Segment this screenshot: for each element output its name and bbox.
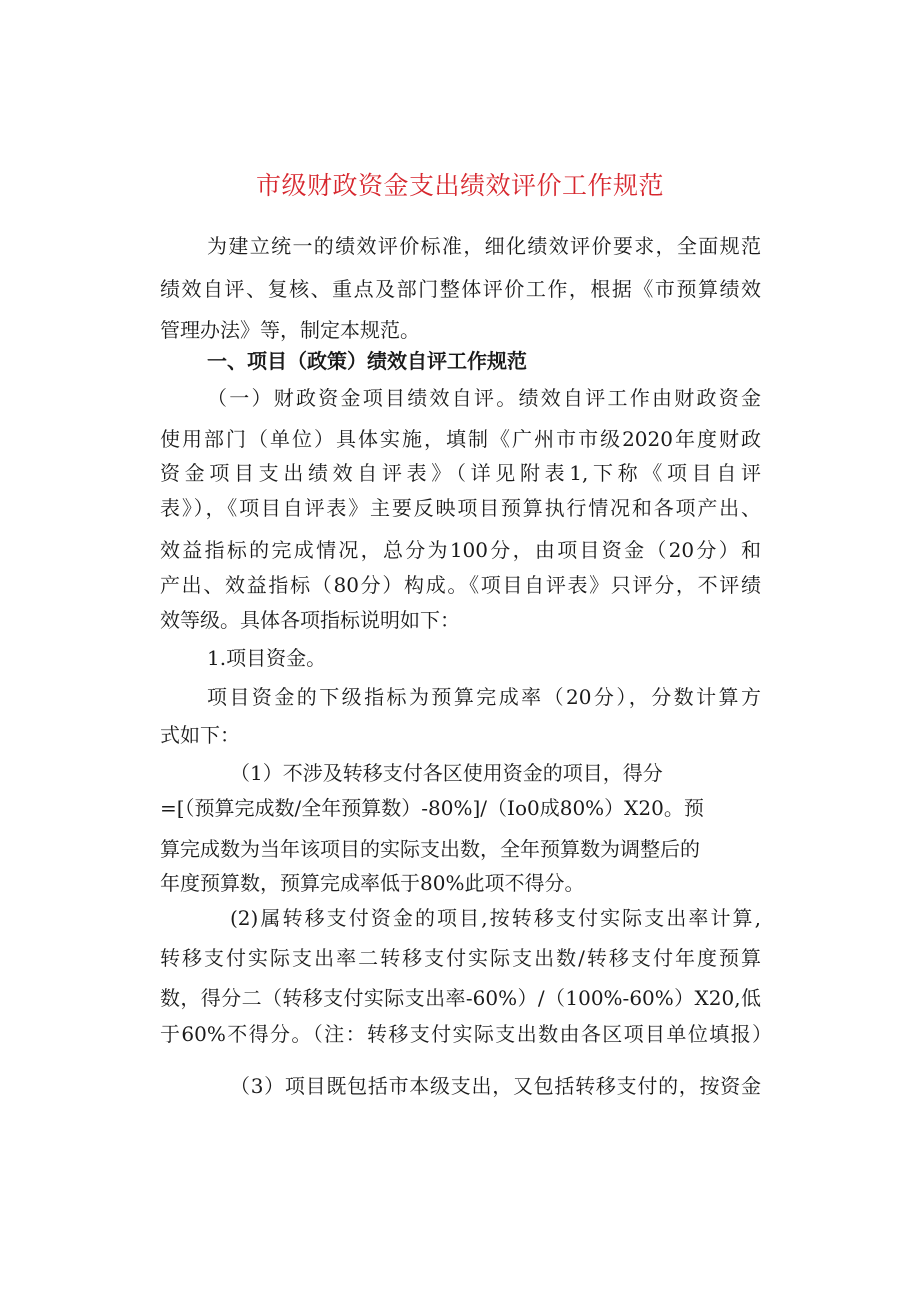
item1-heading: 1.项目资金。 [207,646,327,670]
subsection1-line-2: 使用部门（单位）具体实施，填制《广州市市级2020年度财政 [160,427,761,451]
subsection1-line-7: 效等级。具体各项指标说明如下： [160,608,460,632]
section1-heading: 一、项目（政策）绩效自评工作规范 [207,349,527,373]
subsection1-line-5: 效益指标的完成情况，总分为100分，由项目资金（20分）和 [160,538,761,562]
rule3-line-1: （3）项目既包括市本级支出，又包括转移支付的，按资金 [230,1074,761,1098]
rule1-line-2: =[（预算完成数/全年预算数）-80%]/（Io0成80%）X20。预 [160,796,704,820]
subsection1-line-4: 表》），《项目自评表》主要反映项目预算执行情况和各项产出、 [160,496,761,520]
intro-line-3: 管理办法》等，制定本规范。 [160,318,420,342]
rule2-line-1: (2)属转移支付资金的项目,按转移支付实际支出率计算, [230,906,761,930]
rule2-line-3: 数，得分二（转移支付实际支出率-60%）/（100%-60%）X20,低 [160,986,761,1010]
rule1-line-1: （1）不涉及转移支付各区使用资金的项目，得分 [230,761,663,785]
rule2-line-2: 转移支付实际支出率二转移支付实际支出数/转移支付年度预算 [160,946,761,970]
rule2-line-4: 于60%不得分。（注：转移支付实际支出数由各区项目单位填报） [160,1022,772,1046]
rule1-line-3: 算完成数为当年该项目的实际支出数，全年预算数为调整后的 [160,837,700,861]
intro-line-2: 绩效自评、复核、重点及部门整体评价工作，根据《市预算绩效 [160,277,761,301]
rule1-line-4: 年度预算数，预算完成率低于80%此项不得分。 [160,871,585,895]
item1-line-2: 式如下： [160,723,240,747]
subsection1-line-1: （一）财政资金项目绩效自评。绩效自评工作由财政资金 [207,386,761,410]
subsection1-line-3: 资金项目支出绩效自评表》（详见附表1,下称《项目自评 [160,461,761,485]
item1-line-1: 项目资金的下级指标为预算完成率（20分），分数计算方 [207,685,761,709]
intro-line-1: 为建立统一的绩效评价标准，细化绩效评价要求，全面规范 [207,234,761,258]
document-title: 市级财政资金支出绩效评价工作规范 [255,171,664,200]
subsection1-line-6: 产出、效益指标（80分）构成。《项目自评表》只评分，不评绩 [160,573,761,597]
